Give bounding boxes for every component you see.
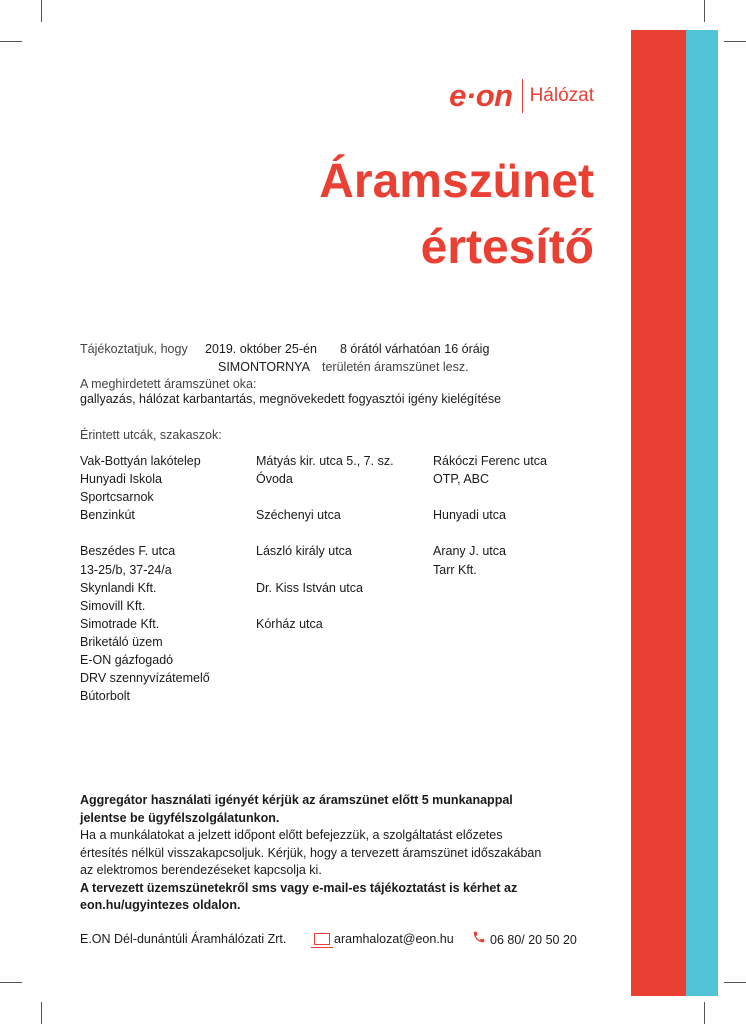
reconnect-notice: Ha a munkálatokat a jelzett időpont előtt befejezzük, a szolgáltatást előzetes értesítés nélkül visszakapcsoljuk. Kérjük, hogy a tervezett áramszünet időszakában az elektromos berendezéseket kapcsolja ki. xyxy=(80,828,542,877)
crop-mark xyxy=(0,982,22,983)
crop-mark xyxy=(0,41,22,42)
street-item xyxy=(256,597,394,615)
street-item: Rákóczi Ferenc utca xyxy=(433,454,547,468)
phone-icon xyxy=(472,930,486,949)
crop-mark xyxy=(704,1002,705,1024)
street-item xyxy=(256,488,394,506)
company-name-text: E.ON Dél-dunántúli Áramhálózati Zrt. xyxy=(80,932,287,946)
street-item xyxy=(433,488,547,506)
notice-place-suffix: területén áramszünet lesz. xyxy=(322,360,469,374)
streets-label: Érintett utcák, szakaszok: xyxy=(80,428,222,442)
phone-number[interactable]: 06 80/ 20 50 20 xyxy=(490,932,577,947)
street-item xyxy=(256,524,394,542)
street-item: Mátyás kir. utca 5., 7. sz. xyxy=(256,454,394,468)
street-item: Beszédes F. utca xyxy=(80,544,176,559)
email-link[interactable]: aramhalozat@eon.hu xyxy=(334,932,454,946)
street-item: E-ON gázfogadó xyxy=(80,653,174,668)
street-item xyxy=(256,561,394,579)
logo-mark: e·on xyxy=(449,78,513,113)
logo-text: Hálózat xyxy=(529,85,594,106)
street-item: Arany J. utca xyxy=(433,544,506,559)
cyan-stripe xyxy=(686,30,718,996)
notice-intro: Tájékoztatjuk, hogy xyxy=(80,342,188,356)
eon-logo xyxy=(449,78,594,114)
street-item xyxy=(433,524,547,542)
streets-column-2 xyxy=(256,452,394,633)
red-stripe xyxy=(631,30,686,996)
street-item: Kórház utca xyxy=(256,616,323,631)
company-name xyxy=(80,930,286,948)
streets-column-3 xyxy=(433,452,547,579)
sms-email-notice: A tervezett üzemszünetekről sms vagy e-mail-es tájékoztatást is kérhet az eon.hu/ugyintezes oldalon. xyxy=(80,880,518,912)
street-item: Tarr Kft. xyxy=(433,562,477,577)
street-item: OTP, ABC xyxy=(433,472,490,487)
street-item: Bútorbolt xyxy=(80,689,131,704)
crop-mark xyxy=(724,982,746,983)
laptop-icon xyxy=(314,933,330,945)
crop-mark xyxy=(41,1002,42,1024)
notice-date: 2019. október 25-én xyxy=(205,342,317,356)
crop-mark xyxy=(724,41,746,42)
street-item: Briketáló üzem xyxy=(80,634,163,649)
page-title-line2: értesítő xyxy=(420,221,594,274)
logo-separator xyxy=(522,79,523,113)
notice-place: SIMONTORNYA xyxy=(218,360,310,374)
aggregator-notice: Aggregátor használati igényét kérjük az áramszünet előtt 5 munkanappal jelentse be ügyfélszolgálatunkon. xyxy=(80,793,513,825)
contact-phone xyxy=(472,930,577,949)
page-title-line1: Áramszünet xyxy=(319,155,594,208)
street-item: Széchenyi utca xyxy=(256,508,341,523)
crop-mark xyxy=(41,0,42,22)
contact-email xyxy=(314,930,454,948)
crop-mark xyxy=(704,0,705,22)
street-item xyxy=(80,524,210,542)
street-item: Simovill Kft. xyxy=(80,598,146,613)
street-item: Benzinkút xyxy=(80,508,135,523)
reason-text: gallyazás, hálózat karbantartás, megnövekedett fogyasztói igény kielégítése xyxy=(80,392,502,406)
street-item: László király utca xyxy=(256,544,352,559)
street-item: Hunyadi utca xyxy=(433,508,506,523)
street-item: 13-25/b, 37-24/a xyxy=(80,562,172,577)
reason-label: A meghirdetett áramszünet oka: xyxy=(80,377,257,391)
street-item: Óvoda xyxy=(256,472,293,487)
street-item: Skynlandi Kft. xyxy=(80,580,157,595)
streets-column-1 xyxy=(80,452,210,705)
street-item: Sportcsarnok xyxy=(80,490,154,505)
street-item: Vak-Bottyán lakótelep xyxy=(80,454,201,468)
notice-time: 8 órától várhatóan 16 óráig xyxy=(340,342,490,356)
street-item: Dr. Kiss István utca xyxy=(256,580,363,595)
street-item: DRV szennyvízátemelő xyxy=(80,671,210,686)
street-item: Simotrade Kft. xyxy=(80,616,160,631)
footer-notice xyxy=(80,792,550,915)
street-item: Hunyadi Iskola xyxy=(80,472,162,487)
